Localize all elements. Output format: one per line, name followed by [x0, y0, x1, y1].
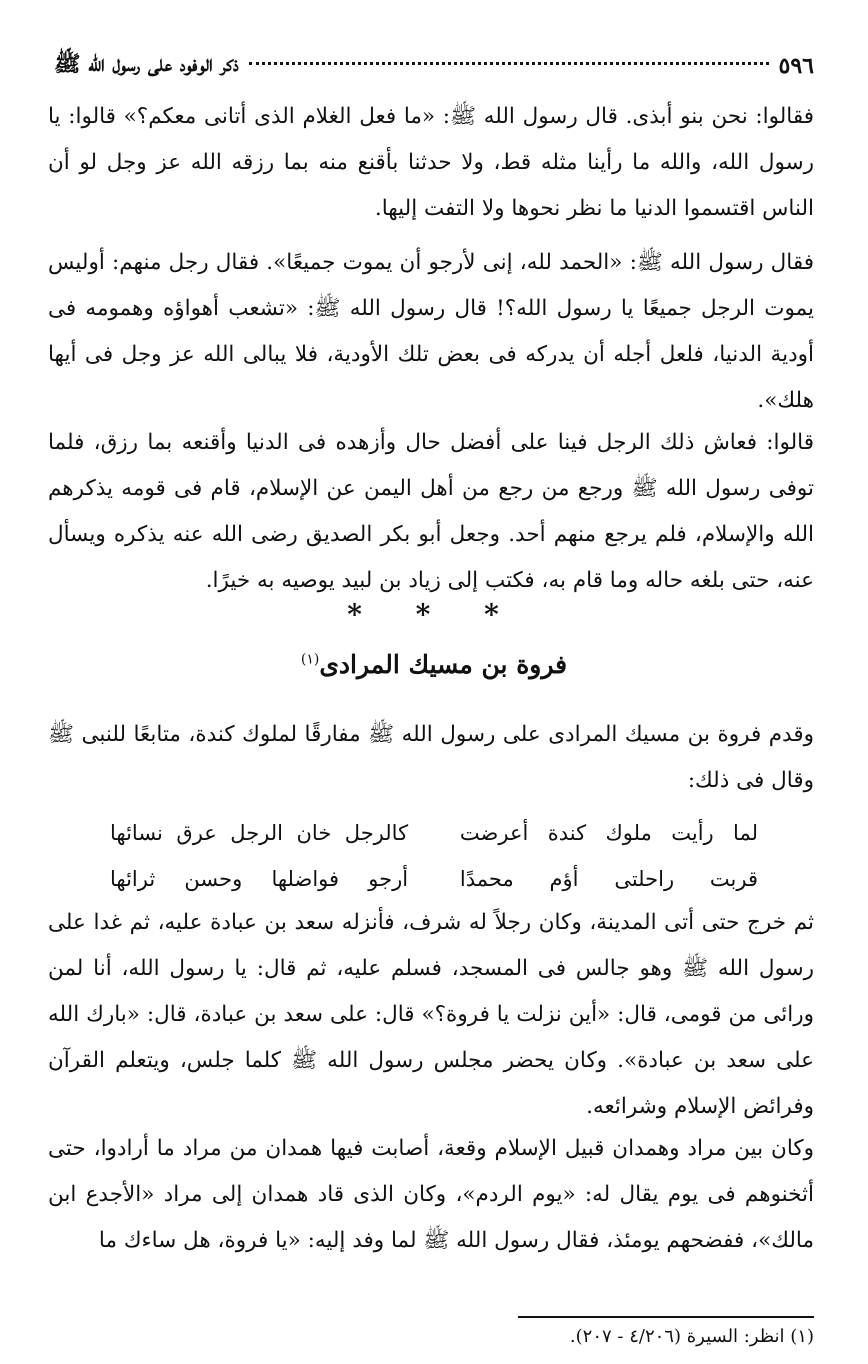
poem-verse — [110, 810, 758, 856]
footnote-text: (١) انظر: السيرة (٤/٢٠٦ - ٢٠٧). — [569, 1326, 814, 1347]
running-header — [54, 46, 814, 86]
poem-verse — [110, 856, 758, 902]
paragraph-text: وقدم فروة بن مسيك المرادى على رسول الله ﷺ مفارقًا لملوك كندة، متابعًا للنبى ﷺ وقال فى ذلك: — [48, 722, 814, 793]
section-heading — [0, 650, 868, 679]
paragraph-4 — [48, 712, 814, 804]
footnote — [54, 1322, 814, 1352]
paragraph-1 — [48, 94, 814, 232]
poem-verses — [110, 810, 758, 902]
paragraph-2 — [48, 240, 814, 424]
poem-hemistich-second: كالرجل خان الرجل عرق نسائها — [110, 821, 409, 845]
paragraph-text: قالوا: فعاش ذلك الرجل فينا على أفضل حال وأزهده فى الدنيا وأقنعه بما رزق، فلما توفى رسول الله ﷺ ورجع من رجع من أهل اليمن عن الإسلام، قام فى قومه يذكرهم الله والإسلام، فلم يرجع منهم أحد. وجعل أبو بكر الصديق رضى الله عنه يذكره ويسأل عنه، حتى بلغه حاله وما قام به، فكتب إلى زياد بن لبيد يوصيه به خيرًا. — [48, 430, 814, 593]
paragraph-text: فقالوا: نحن بنو أبذى. قال رسول الله ﷺ: «ما فعل الغلام الذى أتانى معكم؟» قالوا: يا رسول الله، والله ما رأينا مثله قط، ولا حدثنا بأقنع منه بما رزقه الله عز وجل لو أن الناس اقتسموا الدنيا ما نظر نحوها ولا التفت إليها. — [48, 104, 814, 221]
poem-hemistich-first: قربت راحلتى أؤم محمدًا — [459, 867, 758, 891]
running-title: ذكر الوفود على رسول الله ﷺ — [54, 51, 239, 77]
paragraph-5 — [48, 900, 814, 1130]
paragraph-text: ثم خرج حتى أتى المدينة، وكان رجلاً له شرف، فأنزله سعد بن عبادة عليه، ثم غدا على رسول الله ﷺ وهو جالس فى المسجد، فسلم عليه، ثم قال: يا رسول الله، أنا لمن ورائى من قومى، قال: «أين نزلت يا فروة؟» قال: على سعد بن عبادة، قال: «بارك الله على سعد بن عبادة». وكان يحضر مجلس رسول الله ﷺ كلما جلس، ويتعلم القرآن وفرائض الإسلام وشرائعه. — [48, 910, 814, 1119]
poem-hemistich-second: أرجو فواضلها وحسن ثرائها — [110, 867, 409, 891]
header-dot-leader — [249, 61, 769, 65]
paragraph-6 — [48, 1126, 814, 1264]
section-separator: * * * — [347, 598, 521, 631]
page-number: ٥٩٦ — [778, 53, 814, 79]
footnote-reference[interactable]: (١) — [300, 651, 320, 668]
paragraph-text: وكان بين مراد وهمدان قبيل الإسلام وقعة، أصابت فيها همدان من مراد ما أرادوا، حتى أثخنوهم فى يوم يقال له: «يوم الردم»، وكان الذى قاد همدان إلى مراد «الأجدع ابن مالك»، ففضحهم يومئذ، فقال رسول الله ﷺ لما وفد إليه: «يا فروة، هل ساءك ما — [48, 1136, 814, 1253]
paragraph-text: فقال رسول الله ﷺ: «الحمد لله، إنى لأرجو أن يموت جميعًا». فقال رجل منهم: أوليس يموت الرجل جميعًا يا رسول الله؟! قال رسول الله ﷺ: «تشعب أهواؤه وهمومه فى أودية الدنيا، فلعل أجله أن يدركه فى بعض تلك الأودية، فلا يبالى الله عز وجل فى أيها هلك». — [48, 250, 814, 413]
poem-hemistich-first: لما رأيت ملوك كندة أعرضت — [459, 821, 758, 845]
footnote-divider — [518, 1316, 814, 1318]
section-heading-text: فروة بن مسيك المرادى — [319, 650, 568, 679]
paragraph-3 — [48, 420, 814, 604]
